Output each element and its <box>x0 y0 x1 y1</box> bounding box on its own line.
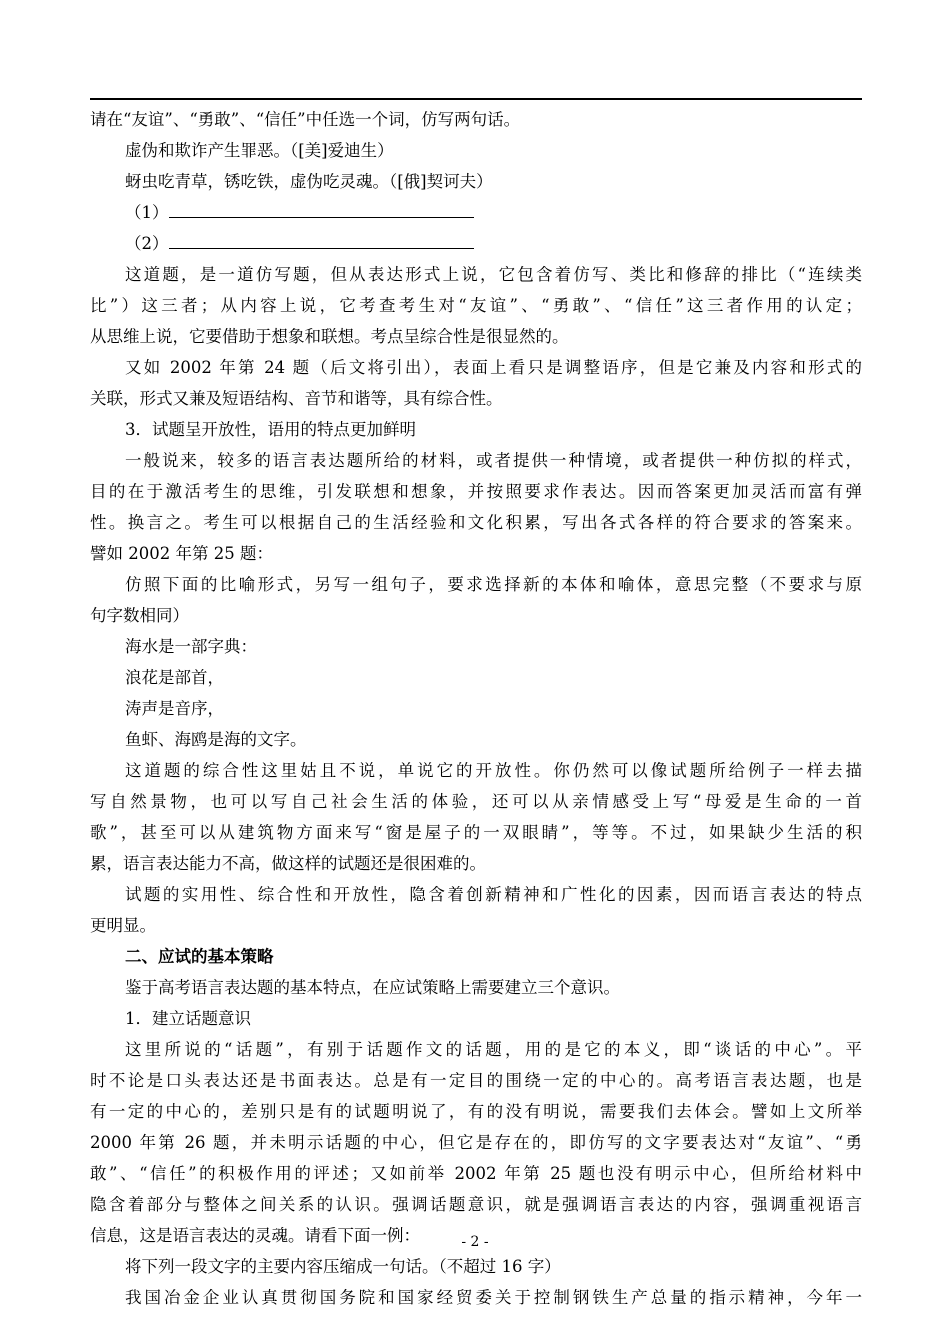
text-line <box>90 476 862 507</box>
text-line <box>90 507 862 538</box>
line-text: 1．建立话题意识 <box>125 1009 251 1028</box>
line-text: 累，语言表达能力不高，做这样的试题还是很困难的。 <box>90 854 486 873</box>
text-line <box>90 1251 862 1282</box>
text-line <box>90 166 862 197</box>
line-text: 更明显。 <box>90 916 156 935</box>
text-line <box>90 104 862 135</box>
answer-blank <box>169 199 474 218</box>
line-text: 比”）这三者；从内容上说，它考查考生对“友谊”、“勇敢”、“信任”这三者作用的认定； <box>90 296 862 315</box>
line-text: 写自然景物，也可以写自己社会生活的体验，还可以从亲情感受上写“母爱是生命的一首 <box>90 792 862 811</box>
line-text: 3．试题呈开放性，语用的特点更加鲜明 <box>125 420 416 439</box>
text-line <box>90 1003 862 1034</box>
answer-blank <box>169 230 474 249</box>
line-text: 信息，这是语言表达的灵魂。请看下面一例： <box>90 1226 420 1245</box>
line-text: 海水是一部字典： <box>125 637 257 656</box>
line-text: 一般说来，较多的语言表达题所给的材料，或者提供一种情境，或者提供一种仿拟的样式， <box>125 451 862 470</box>
text-line <box>90 538 862 569</box>
text-line <box>90 1096 862 1127</box>
text-line <box>90 848 862 879</box>
text-line <box>90 724 862 755</box>
text-line <box>90 662 862 693</box>
line-text: 这里所说的“话题”，有别于话题作文的话题，用的是它的本义，即“谈话的中心”。平 <box>125 1040 862 1059</box>
text-line <box>90 817 862 848</box>
answer-line <box>90 197 862 228</box>
line-text: 句字数相同） <box>90 606 189 625</box>
line-text: （2） <box>125 234 169 253</box>
text-line <box>90 755 862 786</box>
line-text: 譬如 2002 年第 25 题： <box>90 544 273 563</box>
line-text: 这道题，是一道仿写题，但从表达形式上说，它包含着仿写、类比和修辞的排比（“连续类 <box>125 265 862 284</box>
document-body <box>90 104 862 1313</box>
text-line <box>90 1065 862 1096</box>
line-text: 浪花是部首， <box>125 668 224 687</box>
line-text: 又如 2002 年第 24 题（后文将引出），表面上看只是调整语序，但是它兼及内容和形式的 <box>125 358 862 377</box>
line-text: 性。换言之。考生可以根据自己的生活经验和文化积累，写出各式各样的符合要求的答案来。 <box>90 513 862 532</box>
text-line <box>90 600 862 631</box>
page-number: - 2 - <box>461 1234 489 1250</box>
line-text: 2000 年第 26 题，并未明示话题的中心，但它是存在的，即仿写的文字要表达对“友谊”、“勇 <box>90 1133 862 1152</box>
text-line <box>90 972 862 1003</box>
text-line <box>90 1127 862 1158</box>
line-text: 从思维上说，它要借助于想象和联想。考点呈综合性是很显然的。 <box>90 327 569 346</box>
text-line <box>90 693 862 724</box>
text-line <box>90 910 862 941</box>
line-text: 涛声是音序， <box>125 699 224 718</box>
line-text: 关联，形式又兼及短语结构、音节和谐等，具有综合性。 <box>90 389 503 408</box>
line-text: 歌”，甚至可以从建筑物方面来写“窗是屋子的一双眼睛”，等等。不过，如果缺少生活的积 <box>90 823 862 842</box>
line-text: 时不论是口头表达还是书面表达。总是有一定目的围绕一定的中心的。高考语言表达题，也是 <box>90 1071 862 1090</box>
line-text: 请在“友谊”、“勇敢”、“信任”中任选一个词，仿写两句话。 <box>90 110 521 129</box>
line-text: 仿照下面的比喻形式，另写一组句子，要求选择新的本体和喻体，意思完整（不要求与原 <box>125 575 862 594</box>
header-rule <box>90 98 862 100</box>
line-text: 将下列一段文字的主要内容压缩成一句话。（不超过 16 字） <box>125 1257 561 1276</box>
text-line <box>90 290 862 321</box>
line-text: 我国冶金企业认真贯彻国务院和国家经贸委关于控制钢铁生产总量的指示精神，今年一 <box>125 1288 862 1307</box>
text-line <box>90 1158 862 1189</box>
text-line <box>90 259 862 290</box>
line-text: 蚜虫吃青草，锈吃铁，虚伪吃灵魂。（[俄]契诃夫） <box>125 172 493 191</box>
line-text: 试题的实用性、综合性和开放性，隐含着创新精神和广性化的因素，因而语言表达的特点 <box>125 885 862 904</box>
text-line <box>90 445 862 476</box>
line-text: 鉴于高考语言表达题的基本特点，在应试策略上需要建立三个意识。 <box>125 978 620 997</box>
line-text: 隐含着部分与整体之间关系的认识。强调话题意识，就是强调语言表达的内容，强调重视语言 <box>90 1195 862 1214</box>
text-line <box>90 569 862 600</box>
line-text: 这道题的综合性这里姑且不说，单说它的开放性。你仍然可以像试题所给例子一样去描 <box>125 761 862 780</box>
text-line <box>90 1034 862 1065</box>
text-line <box>90 135 862 166</box>
text-line <box>90 1189 862 1220</box>
answer-line <box>90 228 862 259</box>
line-text: 鱼虾、海鸥是海的文字。 <box>125 730 307 749</box>
line-text: 目的在于激活考生的思维，引发联想和想象，并按照要求作表达。因而答案更加灵活而富有弹 <box>90 482 862 501</box>
line-text: 虚伪和欺诈产生罪恶。（[美]爱迪生） <box>125 141 394 160</box>
section-heading <box>90 941 862 972</box>
text-line <box>90 321 862 352</box>
line-text: 有一定的中心的，差别只是有的试题明说了，有的没有明说，需要我们去体会。譬如上文所举 <box>90 1102 862 1121</box>
text-line <box>90 631 862 662</box>
text-line <box>90 879 862 910</box>
text-line <box>90 352 862 383</box>
line-text: （1） <box>125 203 169 222</box>
text-line <box>90 383 862 414</box>
line-text: 二、应试的基本策略 <box>125 947 274 966</box>
text-line <box>90 1282 862 1313</box>
text-line <box>90 786 862 817</box>
text-line <box>90 414 862 445</box>
line-text: 敢”、“信任”的积极作用的评述；又如前举 2002 年第 25 题也没有明示中心，但所给材料中 <box>90 1164 862 1183</box>
